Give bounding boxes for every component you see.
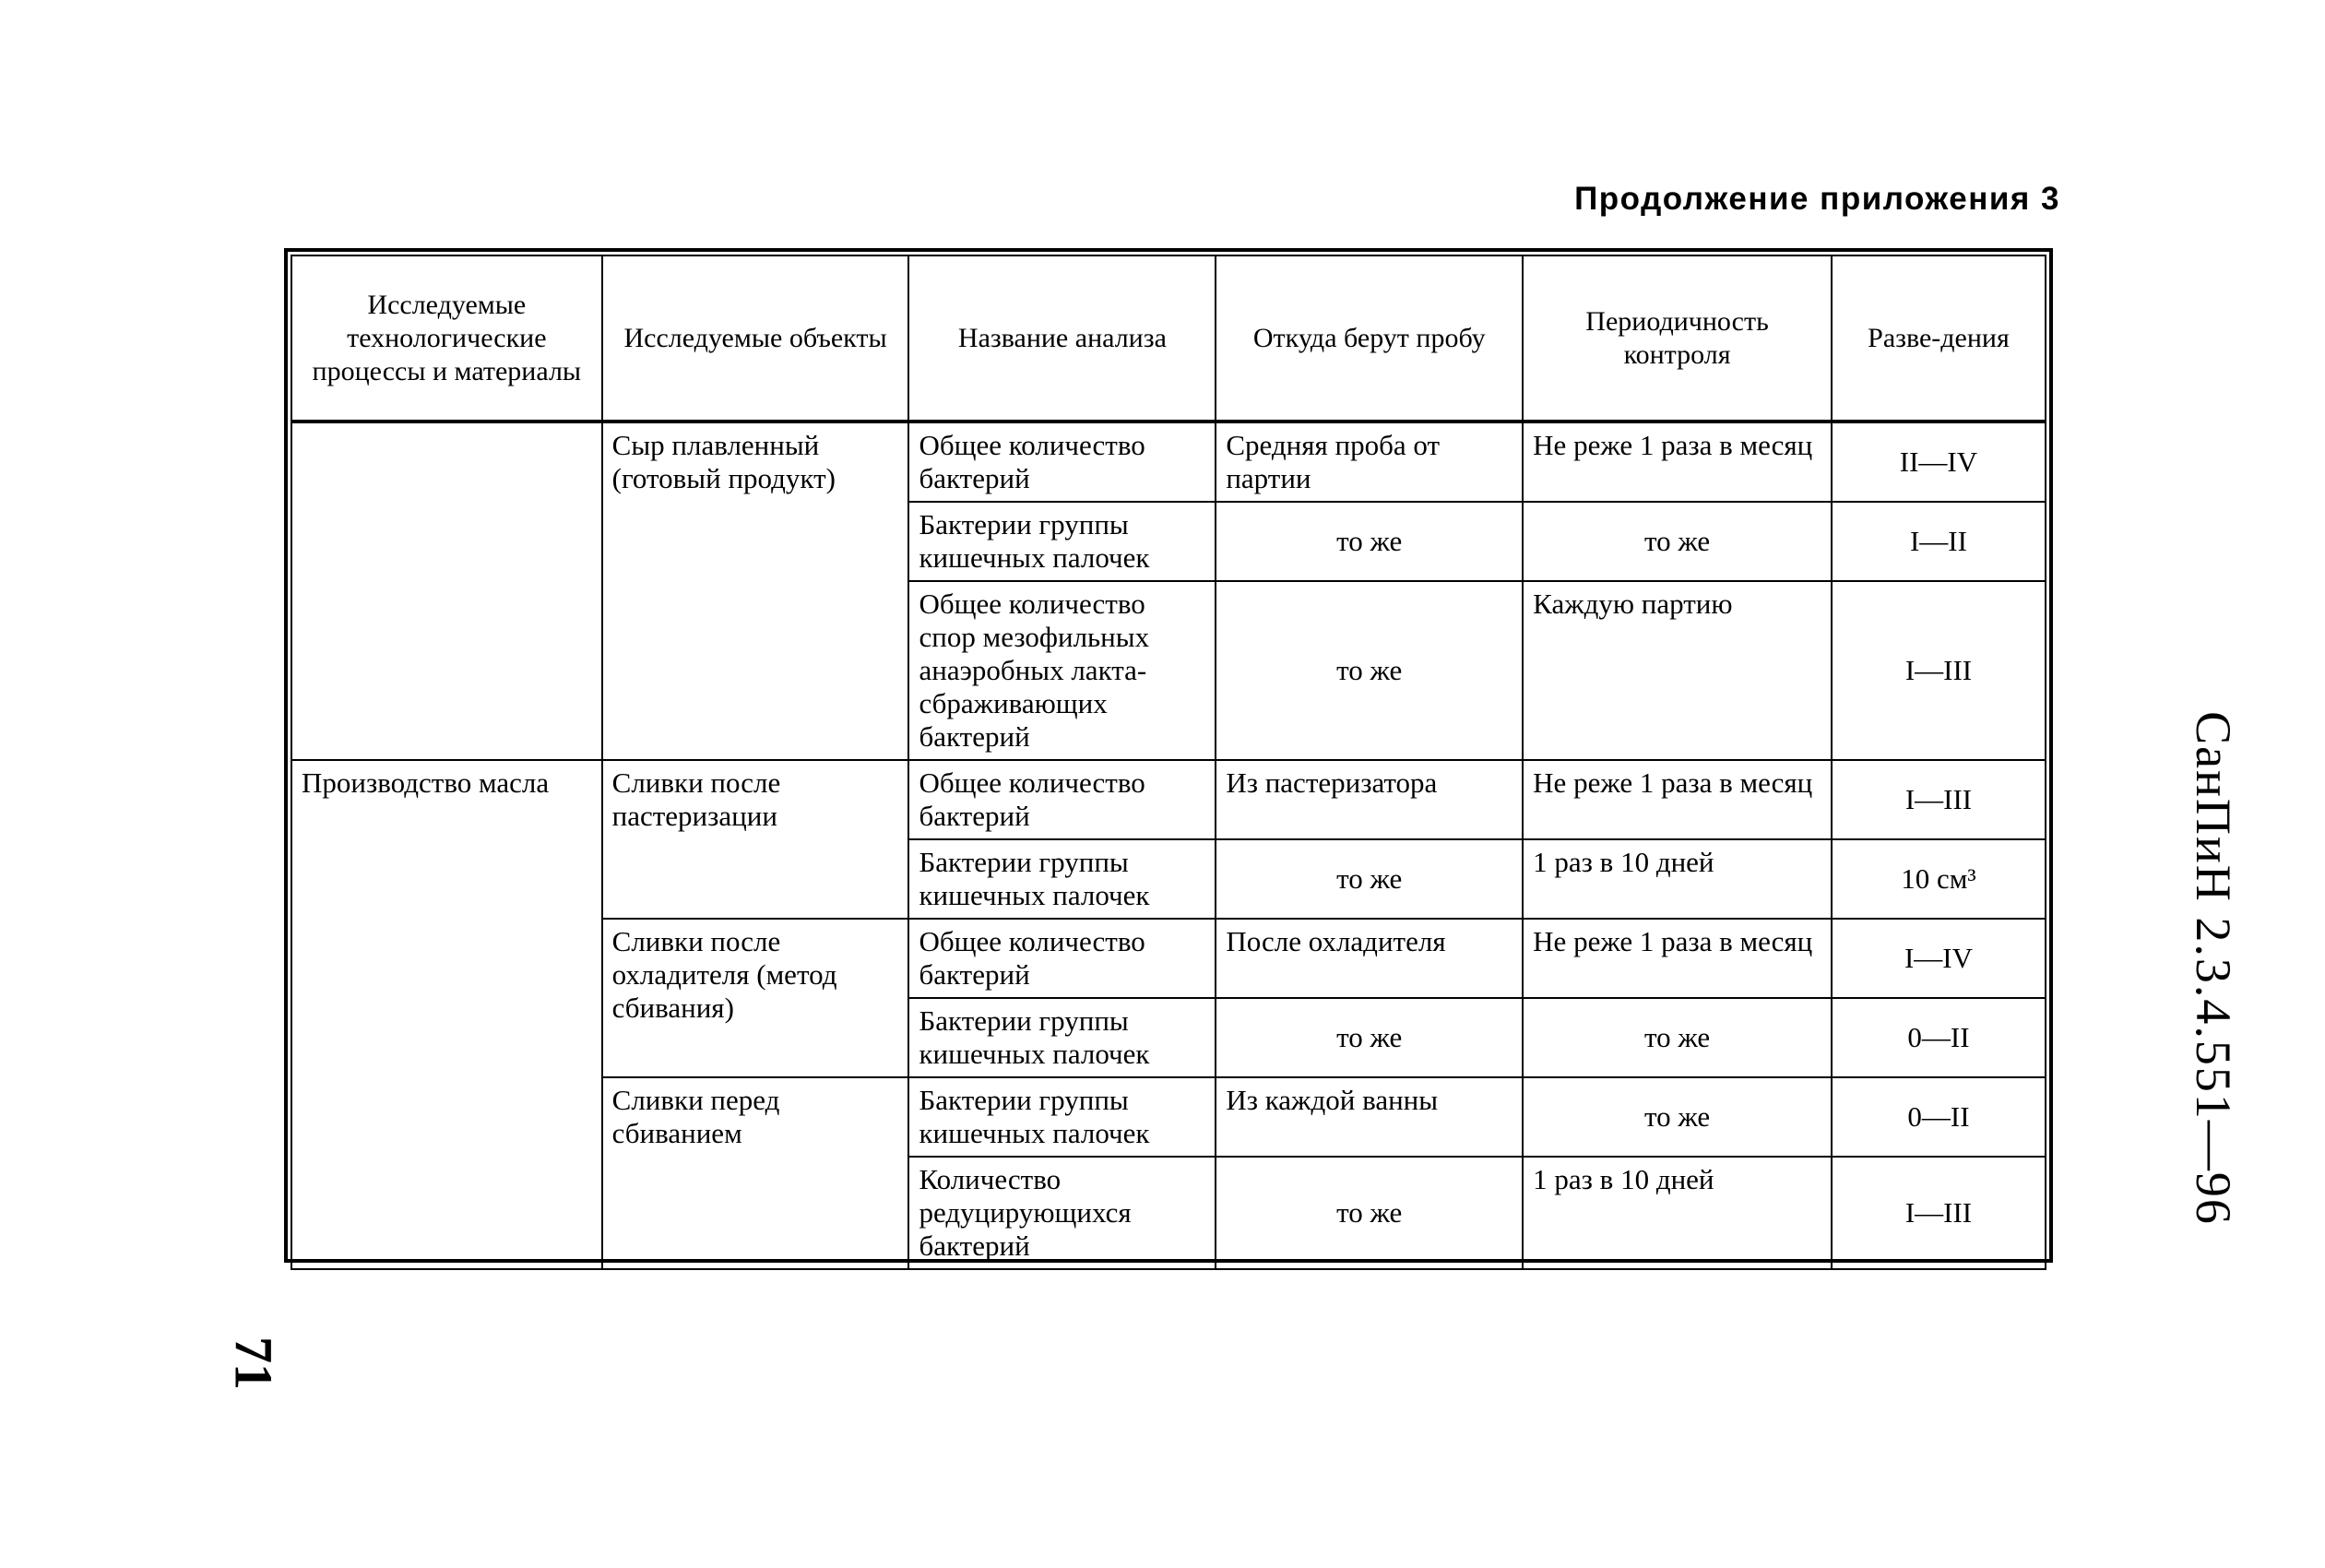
cell-source: то же (1216, 1157, 1523, 1269)
cell-period: то же (1523, 502, 1832, 581)
cell-source: то же (1216, 581, 1523, 760)
cell-object: Сливки после пастеризации (602, 760, 909, 919)
table-header-row (291, 255, 2046, 422)
cell-source: то же (1216, 839, 1523, 919)
cell-source: Средняя проба от партии (1216, 422, 1523, 502)
column-header-source: Откуда берут пробу (1216, 255, 1523, 422)
cell-source: Из каждой ванны (1216, 1077, 1523, 1157)
cell-dilution: I—III (1832, 1157, 2046, 1269)
cell-process: Производство масла (291, 760, 602, 1269)
cell-dilution: I—III (1832, 581, 2046, 760)
cell-period: 1 раз в 10 дней (1523, 1157, 1832, 1269)
column-header-dilution: Разве-дения (1832, 255, 2046, 422)
cell-source: После охладителя (1216, 919, 1523, 998)
data-table (291, 255, 2046, 1270)
document-code: СанПиН 2.3.4.551—96 (2186, 711, 2241, 1226)
cell-source: то же (1216, 998, 1523, 1077)
cell-analysis: Количество редуцирующихся бактерий (908, 1157, 1216, 1269)
cell-analysis: Бактерии группы кишечных палочек (908, 1077, 1216, 1157)
cell-dilution: 0—II (1832, 998, 2046, 1077)
cell-object: Сыр плавленный (готовый продукт) (602, 422, 909, 760)
cell-period: то же (1523, 1077, 1832, 1157)
cell-object: Сливки перед сбиванием (602, 1077, 909, 1269)
cell-dilution: II—IV (1832, 422, 2046, 502)
cell-analysis: Общее количество спор мезофильных анаэробных лакта-сбраживающих бактерий (908, 581, 1216, 760)
cell-period: то же (1523, 998, 1832, 1077)
page-number: 71 (223, 1336, 284, 1390)
cell-period: Каждую партию (1523, 581, 1832, 760)
cell-dilution: I—III (1832, 760, 2046, 839)
cell-dilution: 0—II (1832, 1077, 2046, 1157)
column-header-period: Периодичность контроля (1523, 255, 1832, 422)
cell-dilution: 10 см³ (1832, 839, 2046, 919)
column-header-object: Исследуемые объекты (602, 255, 909, 422)
cell-period: Не реже 1 раза в месяц (1523, 919, 1832, 998)
cell-process (291, 422, 602, 760)
cell-period: 1 раз в 10 дней (1523, 839, 1832, 919)
cell-source: Из пастеризатора (1216, 760, 1523, 839)
cell-period: Не реже 1 раза в месяц (1523, 760, 1832, 839)
cell-analysis: Общее количество бактерий (908, 422, 1216, 502)
cell-period: Не реже 1 раза в месяц (1523, 422, 1832, 502)
page-header: Продолжение приложения 3 (1574, 181, 2060, 217)
cell-analysis: Общее количество бактерий (908, 760, 1216, 839)
cell-source: то же (1216, 502, 1523, 581)
cell-analysis: Бактерии группы кишечных палочек (908, 839, 1216, 919)
cell-object: Сливки после охладителя (метод сбивания) (602, 919, 909, 1077)
column-header-process: Исследуемые технологические процессы и материалы (291, 255, 602, 422)
table-row (291, 422, 2046, 502)
column-header-analysis: Название анализа (908, 255, 1216, 422)
cell-dilution: I—IV (1832, 919, 2046, 998)
table-row (291, 760, 2046, 839)
cell-analysis: Общее количество бактерий (908, 919, 1216, 998)
cell-analysis: Бактерии группы кишечных палочек (908, 502, 1216, 581)
table-frame (284, 248, 2053, 1263)
cell-dilution: I—II (1832, 502, 2046, 581)
cell-analysis: Бактерии группы кишечных палочек (908, 998, 1216, 1077)
